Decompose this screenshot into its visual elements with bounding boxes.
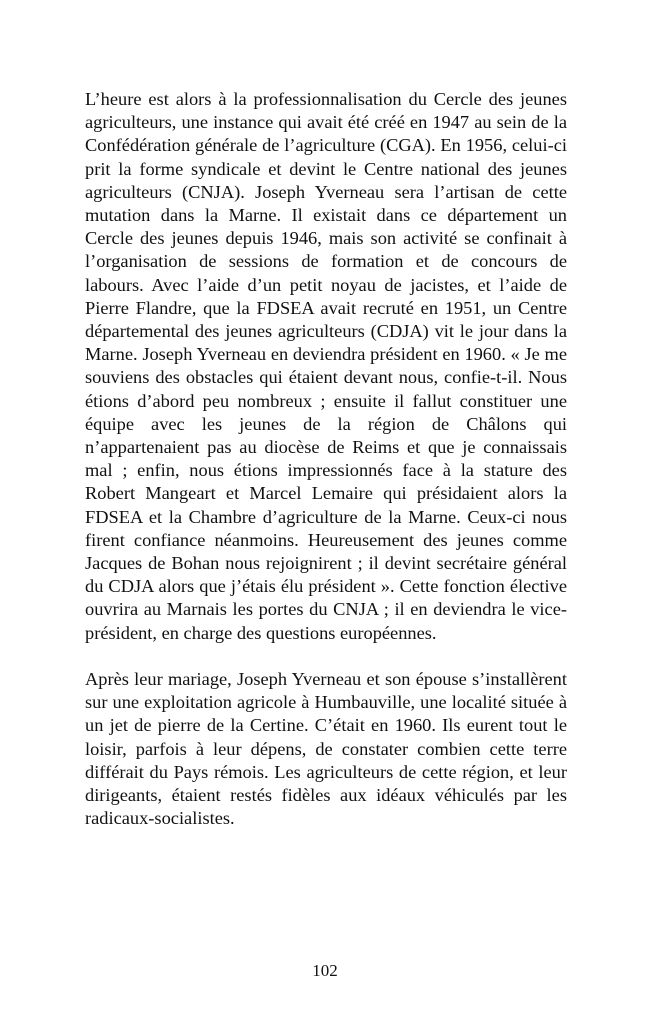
body-text: [85, 88, 567, 830]
paragraph-2: Après leur mariage, Joseph Yverneau et son épouse s’installèrent sur une exploitation agricole à Humbauville, une localité située à un jet de pierre de la Certine. C’était en 1960. Ils eurent tout le loisir, parfois à leur dépens, de constater combien cette terre différait du Pays rémois. Les agriculteurs de cette région, et leur dirigeants, étaient restés fidèles aux idéaux véhiculés par les radicaux-socialistes.: [85, 669, 567, 829]
paragraph-1: L’heure est alors à la professionnalisation du Cercle des jeunes agriculteurs, une instance qui avait été créé en 1947 au sein de la Confédération générale de l’agriculture (CGA). En 1956, celui-ci prit la forme syndicale et devint le Centre national des jeunes agriculteurs (CNJA). Joseph Yverneau sera l’artisan de cette mutation dans la Marne. Il existait dans ce département un Cercle des jeunes depuis 1946, mais son activité se confinait à l’organisation de sessions de formation et de concours de labours. Avec l’aide d’un petit noyau de jacistes, et l’aide de Pierre Flandre, que la FDSEA avait recruté en 1951, un Centre départemental des jeunes agriculteurs (CDJA) vit le jour dans la Marne. Joseph Yverneau en deviendra président en 1960. « Je me souviens des obstacles qui étaient devant nous, confie-t-il. Nous étions d’abord peu nombreux ; ensuite il fallut constituer une équipe avec les jeunes de la région de Châlons qui n’appartenaient pas au diocèse de Reims et que je connaissais mal ; enfin, nous étions impressionnés face à la stature des Robert Mangeart et Marcel Lemaire qui présidaient alors la FDSEA et la Chambre d’agriculture de la Marne. Ceux-ci nous firent confiance néanmoins. Heureusement des jeunes comme Jacques de Bohan nous rejoignirent ; il devint secrétaire général du CDJA alors que j’étais élu président ». Cette fonction élective ouvrira au Marnais les portes du CNJA ; il en deviendra le vice-président, en charge des questions européennes.: [85, 89, 567, 643]
page-number: 102: [312, 961, 338, 980]
